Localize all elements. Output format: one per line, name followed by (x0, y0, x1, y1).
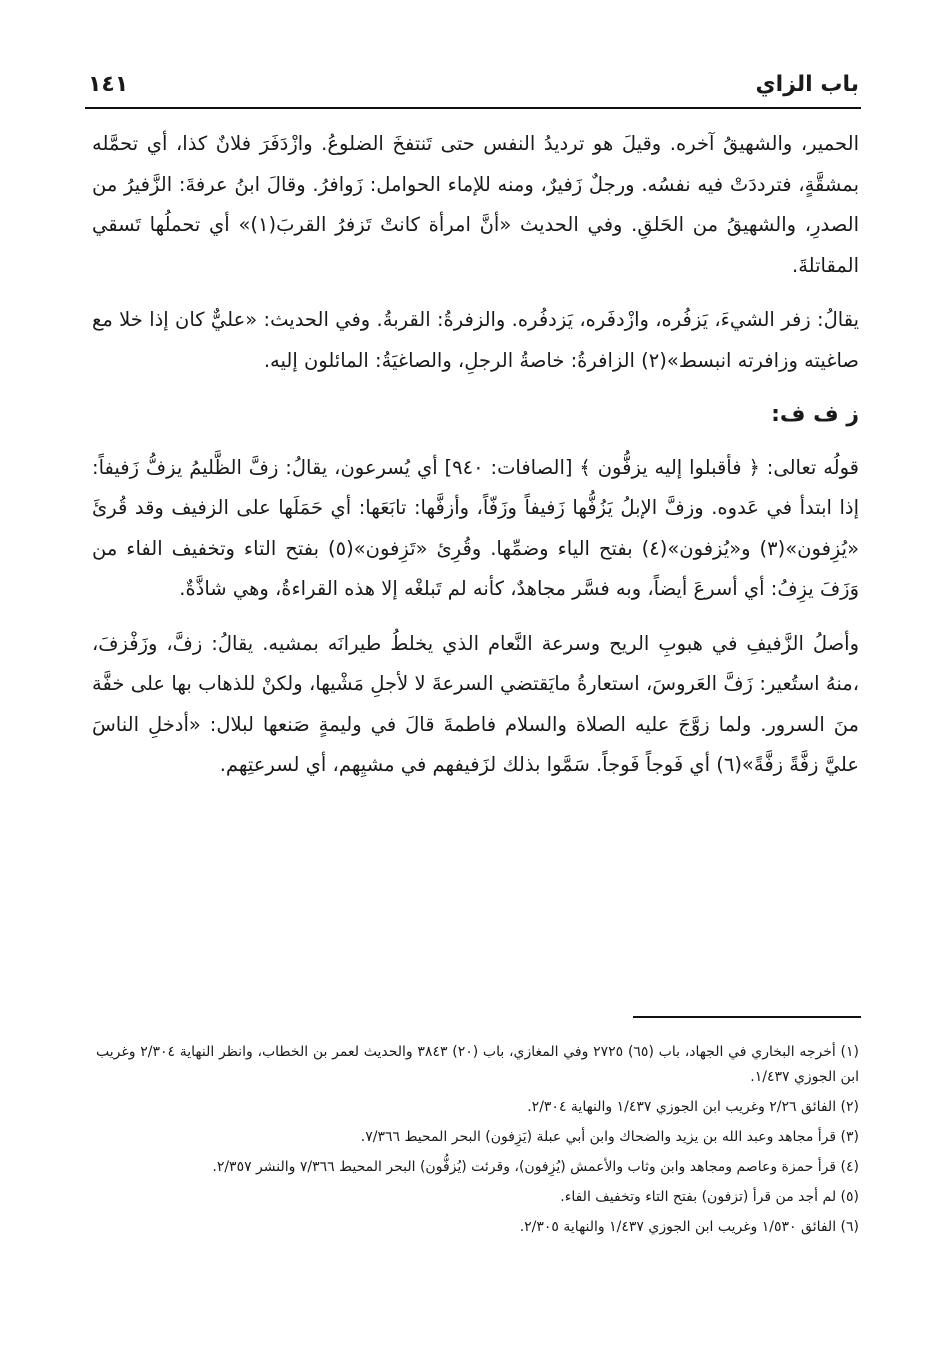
footnote-2: (٢) الفائق ٢/٢٦ وغريب ابن الجوزي ١/٤٣٧ والنهاية ٢/٣٠٤. (527, 1099, 859, 1115)
main-text (92, 124, 859, 800)
footnote-rule (633, 1016, 861, 1018)
footnotes (96, 1040, 859, 1245)
paragraph-4: وأصلُ الزَّفيفِ في هبوبِ الريح وسرعة النَّعام الذي يخلطُ طيرانَه بمشيه. يقالُ: زفَّ، وزَفْزفَ، ،منهُ استُعير: زَفَّ العَروسَ، استعارةُ مايَقتضي السرعةَ لا لأجلِ مَشْيها، ولكنْ للذهاب بها على خفَّة منَ السرور. ولما زوَّجَ عليه الصلاة والسلام فاطمةَ قالَ في وليمةٍ صَنعها لبلال: «أدخلِ الناسَ عليَّ زفَّةً زفَّةً»(٦) أي فَوجاً فَوجاً. سَمَّوا بذلك لزَفيفهم في مشيِهم، أي لسرعتِهم. (92, 631, 859, 776)
entry-heading: ز ف ف: (771, 402, 859, 427)
page-number: ١٤١ (88, 71, 129, 97)
footnote-1: (١) أخرجه البخاري في الجهاد، باب (٦٥) ٢٧٢٥ وفي المغازي، باب (٢٠) ٣٨٤٣ والحديث لعمر بن الخطاب، وانظر النهاية ٢/٣٠٤ وغريب ابن الجوزي ١/٤٣٧. (96, 1044, 860, 1085)
header-rule (85, 107, 861, 109)
chapter-title: باب الزاي (755, 71, 859, 97)
paragraph-3: قولُه تعالى: ﴿ فأقبلوا إليه يزفُّون ﴾ [الصافات: ٩٤٠] أي يُسرعون، يقالُ: زفَّ الظَّليمُ يزفُّ زَفيفاً: إذا ابتدأ في عَدوه. وزفَّ الإبلُ يَزُفُّها زَفيفاً وزَفّاً، وأزفَّها: تابَعَها: أي حَمَلَها على الزفيف وقد قُرئَ «يُزِفون»(٣) و«يُزفون»(٤) بفتح الياء وضمِّها. وقُرِئ «تَزِفون»(٥) بفتح التاء وتخفيف الفاء من وَزَفَ يزِفُ: أي أسرعَ أيضاً، وبه فسَّر مجاهدٌ، كأنه لم تَبلغْه إلا هذه القراءةُ، وهي شاذَّةٌ. (92, 455, 860, 600)
footnote-4: (٤) قرأ حمزة وعاصم ومجاهد وابن وثاب والأعمش (يُزِفون)، وقرئت (يُزفُّون) البحر المحيط ٧/٣٦٦ والنشر ٢/٣٥٧. (212, 1159, 859, 1175)
footnote-3: (٣) قرأ مجاهد وعبد الله بن يزيد والضحاك وابن أبي عبلة (يَزِفون) البحر المحيط ٧/٣٦٦. (360, 1129, 859, 1145)
paragraph-2: يقالُ: زفر الشيءَ، يَزفُره، وازْدفَره، يَزدفُره. والزفرةُ: القربةُ. وفي الحديث: «عليٌّ كان إذا خلا مع صاغيته وزافرته انبسط»(٢) الزافرةُ: خاصةُ الرجلِ، والصاغيَةُ: المائلون إليه. (92, 308, 859, 372)
running-header (88, 64, 859, 104)
paragraph-1: الحمير، والشهيقُ آخره. وقيلَ هو ترديدُ النفس حتى تَنتفخَ الضلوعُ. وازْدَفَرَ فلانٌ كذا، أي تحمَّله بمشقَّةٍ، فترددَتْ فيه نفسُه. ورجلٌ زَفيرٌ، ومنه للإماء الحوامل: زَوافرُ. وقالَ ابنُ عرفةَ: الزَّفيرُ من الصدرِ، والشهيقُ من الحَلقِ. وفي الحديث «أنَّ امرأة كانتْ تَزفرُ القربَ(١)» أي تحملُها تَسقي المقاتلةَ. (92, 132, 859, 277)
footnote-6: (٦) الفائق ١/٥٣٠ وغريب ابن الجوزي ١/٤٣٧ والنهاية ٢/٣٠٥. (519, 1219, 859, 1235)
footnote-5: (٥) لم أجد من قرأ (تزفون) بفتح التاء وتخفيف الفاء. (560, 1189, 859, 1205)
